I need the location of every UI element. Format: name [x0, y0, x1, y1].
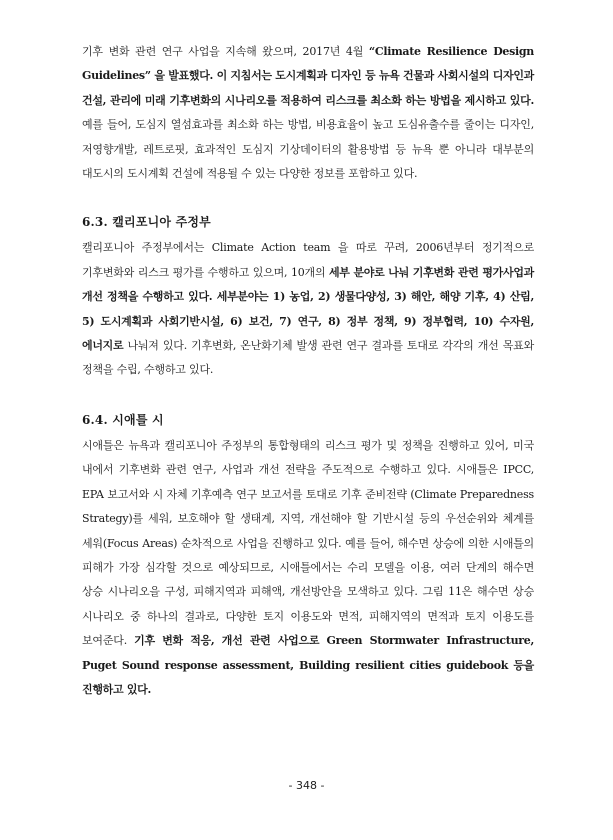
section-heading-california: 6.3. 캘리포니아 주정부 — [82, 215, 211, 230]
california-bold-text: 세부 분야로 나눠 기후변화 관련 평가사업과 개선 정책을 수행하고 있다. 세부분야는 1) 농업, 2) 생물다양성, 3) 해안, 해양 기후, 4) 산림, 5) 도시계획과 사회기반시설, 6) 보건, 7) 연구, 8) 정부 정책, 9) 정부협력, 10) 수자원, 에너지로 — [82, 265, 534, 353]
intro-bold-text: “Climate Resilience Design Guidelines” 을 발표했다. 이 지침서는 도시계획과 디자인 등 뉴욕 건물과 사회시설의 디자인과 건설, 관리에 미래 기후변화의 시나리오를 적용하여 리스크를 최소화 하는 방법을 제시하고 있다. — [82, 45, 534, 107]
seattle-paragraph — [82, 434, 534, 702]
california-text-1: 캘리포니아 주정부에서는 Climate Action team 을 따로 꾸려, 2006년부터 정기적으로 기후변화와 리스크 평가를 수행하고 있으며, 10개의 — [82, 241, 534, 279]
intro-text-2: 예를 들어, 도심지 열섬효과를 최소화 하는 방법, 비용효율이 높고 도심유출수를 줄이는 디자인, 저영향개발, 레트로핏, 효과적인 도심지 기상데이터의 활용방법 등 뉴욕 뿐 아니라 대부분의 대도시의 도시계획 건설에 적용될 수 있는 다양한 정보를 포함하고 있다. — [82, 118, 534, 181]
california-paragraph — [82, 236, 534, 382]
seattle-bold-text: 기후 변화 적응, 개선 관련 사업으로 Green Stormwater Infrastructure, Puget Sound response assessment, Building resilient cities guidebook 등을 진행하고 있다. — [82, 634, 535, 696]
page-number: - 348 - — [288, 779, 325, 792]
section-heading-seattle: 6.4. 시애틀 시 — [82, 412, 164, 427]
seattle-text-1: 시애틀은 뉴욕과 캘리포니아 주정부의 통합형태의 리스크 평가 및 정책을 진행하고 있어, 미국 내에서 기후변화 관련 연구, 사업과 개선 전략을 주도적으로 수행하고 있다. 시애틀은 IPCC, EPA 보고서와 시 자체 기후예측 연구 보고서를 토대로 기후 준비전략 (Climate Preparedness Strategy)를 세워, 보호해야 할 생태계, 지역, 개선해야 할 기반시설 등의 우선순위와 체계를 세워(Focus Areas) 순차적으로 사업을 진행하고 있다. 예를 들어, 해수면 상승에 의한 시애틀의 피해가 가장 심각할 것으로 예상되므로, 시애틀에서는 수리 모델을 이용, 여러 단계의 해수면 상승 시나리오을 구성, 피해지역과 피해액, 개선방안을 모색하고 있다. 그림 11은 해수면 상승 시나리오 중 하나의 결과로, 다양한 토지 이용도와 면적, 피해지역의 면적과 토지 이용도를 보여준다. — [82, 438, 534, 648]
intro-paragraph — [82, 40, 534, 186]
document-body — [82, 40, 534, 702]
intro-text-1: 기후 변화 관련 연구 사업을 지속해 왔으며, 2017년 4월 — [82, 45, 369, 58]
california-text-2: 나눠져 있다. 기후변화, 온난화기체 발생 관련 연구 결과를 토대로 각각의 개선 목표와 정책을 수립, 수행하고 있다. — [82, 339, 534, 377]
